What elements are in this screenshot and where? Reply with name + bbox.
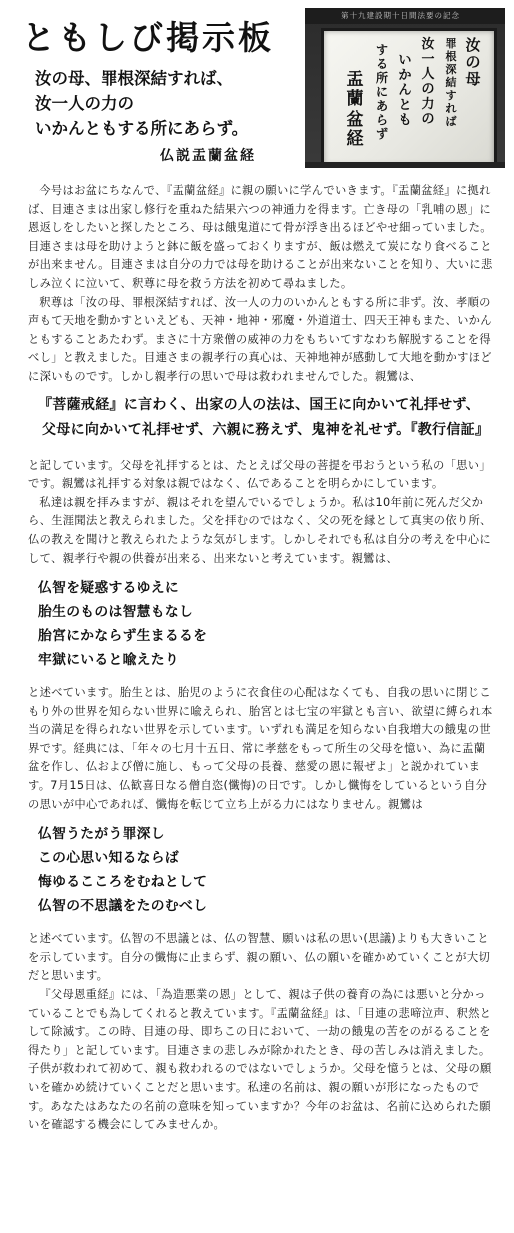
quote-line: いかんともする所にあらず。: [35, 119, 249, 138]
board-column: 汝の母: [465, 36, 481, 88]
verse-line: 仏智の不思議をたのむべし: [38, 898, 208, 915]
paragraph: と述べています。胎生とは、胎児のように衣食住の心配はなくても、自我の思いに閉じこもり外の世界を知らない世界に喩えられ、胎宮とは七宝の牢獄とも言い、欲望に縛られ本当の満足を得られない世界を示しています。いずれも満足を知らない自我増大の餓鬼の世界です。経典には、「年々の七月十五日、常に孝慈をもって所生の父母を憶い、為に盂蘭盆を作し、仏および僧に施し、もって父母の長養、慈愛の恩に報ぜよ」と説かれています。7月15日は、仏歓喜日なる僧自恣(懺悔)の日です。しかし懺悔をしているという自分の思いが中心であれば、懺悔を転じて立ち上がる力にはなりません。親鸞は: [28, 686, 493, 811]
board-column: 盆経: [346, 110, 364, 149]
paragraph: と述べています。仏智の不思議とは、仏の智慧、願いは私の思い(思議)よりも大きいことを示しています。自分の懺悔に止まらず、親の願い、仏の願いを確かめていくことが大切だと思います。: [28, 932, 491, 983]
verse-line: 牢獄にいると喩えたり: [38, 652, 179, 669]
board-column: いかんとも: [398, 53, 412, 128]
header: [0, 0, 514, 176]
verse-line: この心思い知るならば: [38, 850, 179, 867]
wasan-verse: [28, 822, 494, 918]
quote-line: 汝の母、罪根深結すれば、: [35, 69, 233, 88]
verse-line: 胎宮にかならず生まるるを: [38, 628, 208, 645]
board-column: 盂蘭: [346, 70, 364, 109]
page-title: ともしび掲示板: [22, 18, 274, 57]
board-column: 汝一人の力の: [421, 37, 435, 127]
bulletin-board-photo: [305, 8, 505, 168]
verse-line: 仏智うたがう罪深し: [38, 826, 165, 843]
citation-line: 『菩薩戒経』に言わく、出家の人の法は、国王に向かいて礼拝せず、: [38, 396, 480, 413]
photo-top-caption: 第十九建設期十日間法要の記念: [341, 11, 460, 20]
verse-line: 悔ゆるこころをむねとして: [38, 874, 208, 891]
paragraph: 釈尊は「汝の母、罪根深結すれば、汝一人の力のいかんともする所に非ず。汝、孝順の声もて天地を動かすといえども、天神・地神・邪魔・外道道士、四天王神もまた、いかんともすることあたわず。まさに十方衆僧の威神の力をもちいてすなわち解脱することを得べし」と教えました。目連さまの親孝行の真心は、天神地神が感動して大地を動かすほどに深いものです。しかし親孝行の思いで母は救われませんでした。親鸞は、: [28, 295, 492, 383]
paragraph: 私達は親を拝みますが、親はそれを望んでいるでしょうか。私は10年前に死んだ父から、生涯聞法と教えられました。父を拝むのではなく、父の死を縁として真実の依り所、仏の教えを聞けと教えられたような気がします。しかしそれでも私は自分の考えを中心にして、親孝行や親の供養が出来る、出来ないと考えています。親鸞は、: [28, 495, 492, 565]
scripture-citation: [28, 393, 494, 443]
verse-line: 仏智を疑惑するゆえに: [38, 580, 179, 597]
quote-source: 仏説盂蘭盆経: [160, 148, 256, 164]
article-body: [28, 182, 494, 1135]
photo-bottom-band: [305, 162, 505, 168]
featured-quote: [35, 66, 248, 141]
board-column: する所にあらず: [375, 43, 388, 141]
wasan-verse: [28, 576, 494, 672]
paragraph: 『父母恩重経』には、「為造悪業の恩」として、親は子供の養育の為には悪いと分かっていることでも為してくれると教えています。『盂蘭盆経』は、「目連の悲啼泣声、釈然として除滅す。この時、目連の母、即ちこの日において、一劫の餓鬼の苦をのがるることを得たり」と記しています。目連さまの悲しみが除かれたとき、母の苦しみは消えました。子供が救われて初めて、親も救われるのではないでしょうか。父母を憶うとは、父母の願いを確かめ続けていくことだと思います。私達の名前は、親の願いが形になったものです。あなたはあなたの名前の意味を知っていますか？今年のお盆は、名前に込められた願いを確認する機会にしてみませんか。: [28, 988, 492, 1132]
paragraph: と記しています。父母を礼拝するとは、たとえば父母の菩提を弔おうという私の「思い」です。親鸞は礼拝する対象は親ではなく、仏であることを明らかにしています。: [28, 458, 491, 491]
calligraphy-board: [321, 28, 497, 168]
citation-line: 父母に向かいて礼拝せず、六親に務えず、鬼神を礼せず。『教行信証』: [42, 421, 490, 438]
board-column: 罪根深結すれば: [445, 37, 457, 128]
quote-line: 汝一人の力の: [35, 94, 134, 113]
paragraph: 今号はお盆にちなんで、『盂蘭盆経』に親の願いに学んでいきます。『盂蘭盆経』に拠れば、目連さまは出家し修行を重ねた結果六つの神通力を得ます。亡き母の「乳哺の恩」に恩返しをしたいと探したところ、母は餓鬼道にて骨が浮き出るほどやせ細っていました。目連さまは母を助けようと鉢に飯を盛っておくりますが、飯は燃えて炭になり食べることが出来ません。目連さまは自分の力では母を助けることが出来ないことを知り、大いに悲しみ泣くに泣いて、釈尊に母を救う方法を初めて尋ねました。: [28, 184, 493, 290]
verse-line: 胎生のものは智慧もなし: [38, 604, 194, 621]
photo-top-band: [305, 8, 505, 24]
